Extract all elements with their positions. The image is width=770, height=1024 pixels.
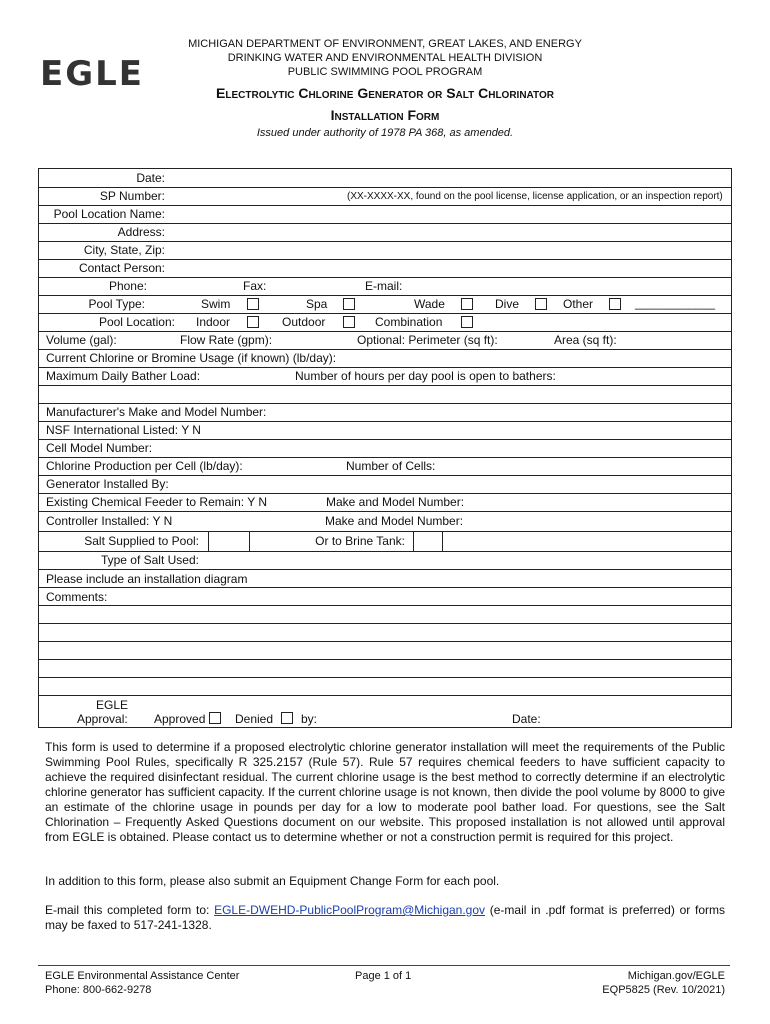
wade-checkbox[interactable] (461, 298, 473, 310)
date-label: Date: (136, 171, 165, 185)
agency-line-2: DRINKING WATER AND ENVIRONMENTAL HEALTH DIVISION (227, 52, 543, 64)
footer-divider (38, 965, 730, 966)
phone-label: Phone: (108, 279, 147, 293)
cell-model-label: Cell Model Number: (46, 441, 153, 455)
nsf-listed-label: NSF International Listed: Y N (46, 423, 201, 437)
current-usage-label: Current Chlorine or Bromine Usage (if known) (lb/day): (46, 351, 337, 365)
other-blank[interactable]: ____________ (635, 296, 716, 310)
agency-line-1: MICHIGAN DEPARTMENT OF ENVIRONMENT, GREAT LAKES, AND ENERGY (188, 38, 582, 50)
outdoor-checkbox[interactable] (343, 316, 355, 328)
agency-line-3: PUBLIC SWIMMING POOL PROGRAM (287, 66, 483, 78)
combination-checkbox[interactable] (461, 316, 473, 328)
email-label: E-mail: (365, 279, 403, 293)
form-title-line-2: Installation Form (330, 107, 440, 123)
footer-center-name: EGLE Environmental Assistance Center (45, 970, 240, 982)
indoor-option-label: Indoor (196, 315, 231, 329)
brine-tank-checkbox[interactable] (413, 531, 443, 552)
dive-option-label: Dive (495, 297, 520, 311)
submission-paragraph (45, 903, 725, 933)
form-revision: EQP5825 (Rev. 10/2021) (602, 984, 725, 996)
indoor-checkbox[interactable] (247, 316, 259, 328)
sp-number-label: SP Number: (99, 189, 165, 203)
denied-checkbox[interactable] (281, 712, 293, 724)
approved-by-label: by: (301, 712, 318, 726)
swim-option-label: Swim (201, 297, 231, 311)
submission-prefix: E-mail this completed form to: (45, 903, 215, 917)
spa-checkbox[interactable] (343, 298, 355, 310)
egle-logo: EGLE (40, 54, 145, 94)
authority-note: Issued under authority of 1978 PA 368, as amended. (256, 127, 514, 139)
city-state-zip-label: City, State, Zip: (83, 243, 165, 257)
outdoor-option-label: Outdoor (282, 315, 326, 329)
footer-phone: Phone: 800-662-9278 (45, 984, 152, 996)
salt-supplied-checkbox[interactable] (208, 531, 250, 552)
controller-make-model-label: Make and Model Number: (325, 514, 464, 528)
fax-label: Fax: (243, 279, 267, 293)
approved-checkbox[interactable] (209, 712, 221, 724)
feeder-make-model-label: Make and Model Number: (326, 495, 465, 509)
installation-diagram-note: Please include an installation diagram (46, 572, 248, 586)
equipment-change-note: In addition to this form, please also submit an Equipment Change Form for each pool. (45, 874, 500, 888)
pool-location-name-label: Pool Location Name: (53, 207, 165, 221)
approved-option-label: Approved (154, 712, 206, 726)
approval-label: Approval: (77, 712, 128, 726)
spa-option-label: Spa (306, 297, 328, 311)
existing-feeder-label: Existing Chemical Feeder to Remain: Y N (46, 495, 267, 509)
controller-installed-label: Controller Installed: Y N (46, 514, 173, 528)
perimeter-label: Optional: Perimeter (sq ft): (357, 333, 498, 347)
wade-option-label: Wade (414, 297, 445, 311)
instructions-paragraph: This form is used to determine if a proposed electrolytic chlorine generator installation will meet the requirements of the Public Swimming Pool Rules, specifically R 325.2157 (Rule 57). Rule 57 requires chemical feeders to have sufficient capacity to achieve the required disinfectant residual. The current chlorine usage is the best method to correctly determine if an electrolytic chlorine generator has sufficient capacity. If the current chlorine usage is not known, then divide the pool volume by 8000 to give an estimate of the chlorine usage in pounds per day for a low to moderate pool bather load. For questions, see the Salt Chlorination – Frequently Asked Questions document on our website. This proposed installation is not allowed until approval from EGLE is obtained. Please contact us to determine whether or not a construction permit is required for this project. (45, 740, 725, 844)
max-bather-load-label: Maximum Daily Bather Load: (46, 369, 201, 383)
comments-label: Comments: (46, 590, 108, 604)
volume-label: Volume (gal): (46, 333, 117, 347)
dive-checkbox[interactable] (535, 298, 547, 310)
installed-by-label: Generator Installed By: (46, 477, 169, 491)
footer-website[interactable]: Michigan.gov/EGLE (627, 970, 725, 982)
brine-tank-label: Or to Brine Tank: (315, 534, 405, 548)
salt-supplied-label: Salt Supplied to Pool: (84, 534, 199, 548)
other-option-label: Other (563, 297, 594, 311)
submission-suffix: (e-mail in .pdf format is preferred) or forms may be faxed to 517-241-1328. (45, 903, 725, 932)
combination-option-label: Combination (375, 315, 443, 329)
form-title-line-1: Electrolytic Chlorine Generator or Salt Chlorinator (216, 85, 554, 101)
swim-checkbox[interactable] (247, 298, 259, 310)
salt-type-label: Type of Salt Used: (100, 553, 199, 567)
page-number: Page 1 of 1 (355, 970, 412, 982)
flow-rate-label: Flow Rate (gpm): (180, 333, 273, 347)
approval-date-label: Date: (512, 712, 541, 726)
egle-label: EGLE (96, 698, 129, 712)
installation-form-table (38, 168, 732, 728)
number-of-cells-label: Number of Cells: (346, 459, 436, 473)
denied-option-label: Denied (235, 712, 274, 726)
contact-person-label: Contact Person: (78, 261, 165, 275)
other-checkbox[interactable] (609, 298, 621, 310)
program-email-link[interactable]: EGLE-DWEHD-PublicPoolProgram@Michigan.gov (214, 903, 486, 917)
area-label: Area (sq ft): (554, 333, 617, 347)
sp-number-note: (XX-XXXX-XX, found on the pool license, license application, or an inspection report) (347, 191, 723, 202)
manufacturer-label: Manufacturer's Make and Model Number: (46, 405, 267, 419)
pool-location-label: Pool Location: (98, 315, 175, 329)
pool-type-label: Pool Type: (88, 297, 145, 311)
address-label: Address: (117, 225, 165, 239)
hours-open-label: Number of hours per day pool is open to bathers: (295, 369, 556, 383)
chlorine-production-label: Chlorine Production per Cell (lb/day): (46, 459, 243, 473)
